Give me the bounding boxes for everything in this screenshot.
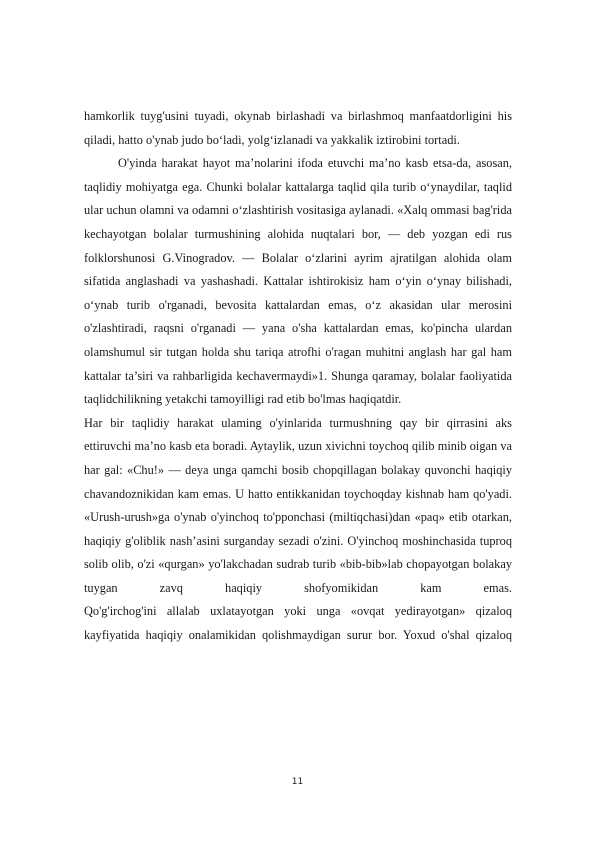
body-text <box>84 105 512 648</box>
paragraph-4: Qo'g'irchog'ini allalab uxlatayotgan yoki unga «ovqat yedirayotgan» qizaloq kayfiyatida haqiqiy onalamikidan qolishmaydigan surur bor. Yoxud o'shal qizaloq <box>84 604 512 643</box>
page-number: 11 <box>291 777 304 787</box>
paragraph-1: hamkorlik tuyg'usini tuyadi, okynab birlashadi va birlashmoq manfaatdorligini his qiladi, hatto o'ynab judo bo‘ladi, yolg‘izlanadi va yakkalik iztirobini tortadi. <box>84 109 512 147</box>
paragraph-3: Har bir taqlidiy harakat ulaming o'yinlarida turmushning qay bir qirrasini aks ettiruvchi ma’no kasb eta boradi. Aytaylik, uzun xivichni toychoq qilib minib oigan va har gal: «Chu!» — deya unga qamchi bosib chopqillagan bolakay quvonchi haqiqiy chavandoznikidan kam emas. U hatto entikkanidan toychoqday kishnab ham qo'yadi. «Urush-urush»ga o'ynab o'yinchoq to'pponchasi (miltiqchasi)dan «paq» etib otarkan, haqiqiy g'oliblik nash’asini surganday sezadi o'zini. O'yinchoq moshinchasida tuproq solib olib, o'zi «qurgan» yo'lakchadan sudrab turib «bib-bib»lab chopayotgan bolakay tuygan zavq haqiqiy shofyomikidan kam emas. <box>84 415 512 595</box>
paragraph-2: O'yinda harakat hayot ma’nolarini ifoda etuvchi ma’no kasb etsa-da, asosan, taqlidiy mohiyatga ega. Chunki bolalar kattalarga taqlid qila turib o‘ynaydilar, taqlid ular uchun olamni va odamni o‘zlashtirish vositasiga aylanadi. «Xalq ommasi bag'rida kechayotgan bolalar turmushining alohida nuqtalari bor, — deb yozgan edi rus folklorshunosi G.Vinogradov. — Bolalar o‘zlarini ayrim ajratilgan alohida olam sifatida anglashadi va yashashadi. Kattalar ishtirokisiz ham o‘yin o‘ynay bilishadi, o‘ynab turib o'rganadi, bevosita kattalardan emas, o‘z akasidan ular merosini o'zlashtiradi, raqsni o'rganadi — yana o'sha kattalardan emas, ko'pincha ulardan olamshumul sir tutgan holda shu tariqa atrofhi o'ragan muhitni anglash har gal ham kattalar ta’siri va rahbarligida kechavermaydi»1. Shunga qaramay, bolalar faoliyatida taqlidchilikning yetakchi tamoyilligi rad etib bo'lmas haqiqatdir. <box>84 156 512 407</box>
